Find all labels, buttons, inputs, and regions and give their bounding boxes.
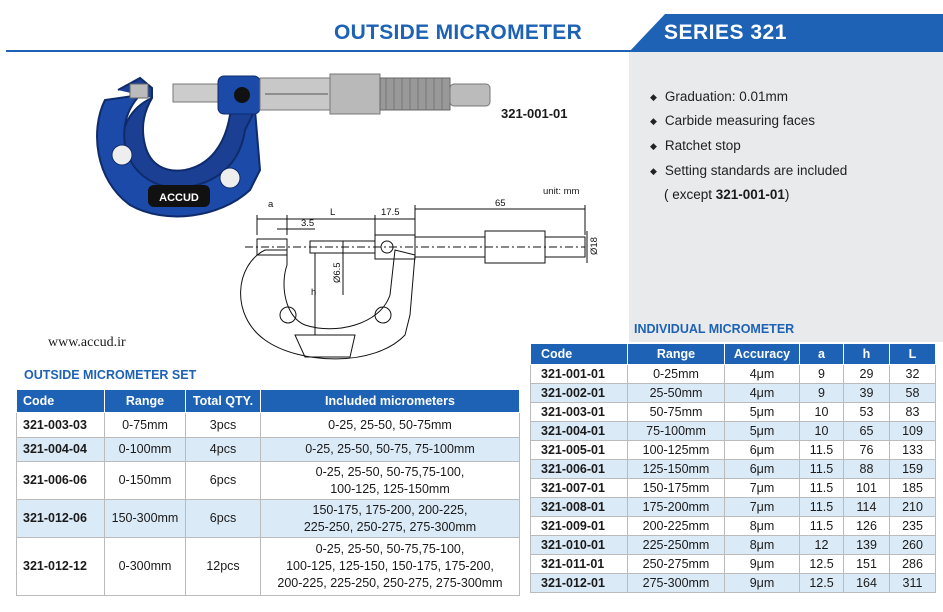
table-cell: 9μm (725, 574, 800, 593)
table-cell: 65 (844, 422, 890, 441)
code-cell: 321-006-01 (531, 460, 628, 479)
table-cell: 6μm (725, 460, 800, 479)
table-cell: 75-100mm (628, 422, 725, 441)
dim-17-5: 17.5 (381, 207, 400, 218)
table-cell: 12 (800, 536, 844, 555)
individual-table-title: INDIVIDUAL MICROMETER (634, 322, 795, 336)
table-cell: 125-150mm (628, 460, 725, 479)
table-cell: 9 (800, 365, 844, 384)
table-cell: 133 (890, 441, 936, 460)
table-row: 321-006-06 0-150mm 6pcs 0-25, 25-50, 50-75,75-100, 100-125, 125-150mm (17, 462, 520, 500)
code-cell: 321-010-01 (531, 536, 628, 555)
table-cell: 7μm (725, 479, 800, 498)
table-row (531, 441, 936, 460)
code-cell: 321-004-01 (531, 422, 628, 441)
table-cell: 260 (890, 536, 936, 555)
table-row (531, 384, 936, 403)
table-cell: 114 (844, 498, 890, 517)
code-cell: 321-012-01 (531, 574, 628, 593)
page-title: OUTSIDE MICROMETER (334, 21, 583, 44)
table-cell: 150-175mm (628, 479, 725, 498)
table-row: 321-003-03 0-75mm 3pcs 0-25, 25-50, 50-75mm (17, 413, 520, 438)
table-cell: 151 (844, 555, 890, 574)
table-cell: 210 (890, 498, 936, 517)
table-row: 321-004-04 0-100mm 4pcs 0-25, 25-50, 50-75, 75-100mm (17, 438, 520, 462)
code-cell: 321-008-01 (531, 498, 628, 517)
table-cell: 185 (890, 479, 936, 498)
bullet-icon: ◆ (650, 141, 657, 151)
code-cell: 321-005-01 (531, 441, 628, 460)
table-row (531, 574, 936, 593)
table-row (531, 536, 936, 555)
set-table (16, 389, 520, 596)
feature-item: ◆ Setting standards are included (650, 163, 848, 178)
table-row (531, 479, 936, 498)
table-cell: 7μm (725, 498, 800, 517)
bullet-icon: ◆ (650, 92, 657, 102)
table-cell: 5μm (725, 422, 800, 441)
table-cell: 76 (844, 441, 890, 460)
dim-a: a (268, 199, 274, 210)
table-cell: 50-75mm (628, 403, 725, 422)
table-row (531, 498, 936, 517)
table-cell: 4μm (725, 365, 800, 384)
table-cell: 6μm (725, 441, 800, 460)
code-cell: 321-011-01 (531, 555, 628, 574)
feature-item: ◆ Carbide measuring faces (650, 113, 815, 128)
dim-phi18: Ø18 (589, 237, 600, 255)
column-header: Range (105, 390, 186, 413)
table-cell: 100-125mm (628, 441, 725, 460)
table-cell: 25-50mm (628, 384, 725, 403)
table-cell: 109 (890, 422, 936, 441)
table-cell: 58 (890, 384, 936, 403)
table-row (531, 517, 936, 536)
table-cell: 88 (844, 460, 890, 479)
table-cell: 0-25mm (628, 365, 725, 384)
column-header: Code (531, 344, 628, 365)
feature-item: ◆ Ratchet stop (650, 138, 741, 153)
table-cell: 10 (800, 422, 844, 441)
column-header: Included micrometers (261, 390, 520, 413)
table-cell: 164 (844, 574, 890, 593)
code-cell: 321-003-01 (531, 403, 628, 422)
table-cell: 11.5 (800, 479, 844, 498)
table-cell: 9 (800, 384, 844, 403)
website-link[interactable]: www.accud.ir (48, 335, 126, 350)
table-cell: 29 (844, 365, 890, 384)
table-cell: 8μm (725, 536, 800, 555)
set-table-title: OUTSIDE MICROMETER SET (24, 368, 197, 382)
column-header: L (890, 344, 936, 365)
title-underline (6, 50, 646, 52)
code-cell: 321-009-01 (531, 517, 628, 536)
column-header: a (800, 344, 844, 365)
code-cell: 321-007-01 (531, 479, 628, 498)
table-cell: 11.5 (800, 498, 844, 517)
table-cell: 10 (800, 403, 844, 422)
table-cell: 200-225mm (628, 517, 725, 536)
brand-logo: ACCUD (159, 192, 199, 204)
table-row (531, 403, 936, 422)
table-row (531, 460, 936, 479)
table-cell: 39 (844, 384, 890, 403)
feature-item: ◆ Graduation: 0.01mm (650, 89, 788, 104)
bullet-icon: ◆ (650, 116, 657, 126)
table-cell: 250-275mm (628, 555, 725, 574)
table-cell: 159 (890, 460, 936, 479)
table-cell: 5μm (725, 403, 800, 422)
dim-h: h (311, 287, 317, 298)
feature-item-cont: ( except 321-001-01) (664, 187, 790, 202)
table-cell: 83 (890, 403, 936, 422)
table-cell: 8μm (725, 517, 800, 536)
table-cell: 286 (890, 555, 936, 574)
table-row (531, 422, 936, 441)
table-row: 321-012-06 150-300mm 6pcs 150-175, 175-200, 200-225, 225-250, 250-275, 275-300mm (17, 500, 520, 538)
model-code: 321-001-01 (501, 106, 568, 121)
column-header: Code (17, 390, 105, 413)
table-cell: 32 (890, 365, 936, 384)
table-cell: 311 (890, 574, 936, 593)
unit-label: unit: mm (543, 186, 580, 197)
dim-L: L (330, 207, 336, 218)
column-header: Range (628, 344, 725, 365)
table-cell: 225-250mm (628, 536, 725, 555)
table-cell: 9μm (725, 555, 800, 574)
column-header: Accuracy (725, 344, 800, 365)
column-header: Total QTY. (186, 390, 261, 413)
table-row (531, 365, 936, 384)
table-cell: 175-200mm (628, 498, 725, 517)
table-cell: 12.5 (800, 555, 844, 574)
table-row: 321-012-12 0-300mm 12pcs 0-25, 25-50, 50-75,75-100, 100-125, 125-150, 150-175, 175-200, 200-225, 225-250, 250-275, 275-300mm (17, 538, 520, 596)
table-cell: 11.5 (800, 517, 844, 536)
table-cell: 11.5 (800, 460, 844, 479)
dim-3-5: 3.5 (301, 218, 315, 229)
table-cell: 126 (844, 517, 890, 536)
table-cell: 101 (844, 479, 890, 498)
table-cell: 12.5 (800, 574, 844, 593)
dim-65: 65 (495, 198, 506, 209)
table-cell: 11.5 (800, 441, 844, 460)
table-cell: 53 (844, 403, 890, 422)
table-cell: 235 (890, 517, 936, 536)
bullet-icon: ◆ (650, 166, 657, 176)
series-label: SERIES 321 (664, 21, 787, 44)
dim-phi6-5: Ø6.5 (332, 262, 343, 283)
table-cell: 275-300mm (628, 574, 725, 593)
code-cell: 321-001-01 (531, 365, 628, 384)
column-header: h (844, 344, 890, 365)
code-cell: 321-002-01 (531, 384, 628, 403)
table-cell: 4μm (725, 384, 800, 403)
table-row (531, 555, 936, 574)
table-cell: 139 (844, 536, 890, 555)
individual-table (530, 343, 936, 593)
